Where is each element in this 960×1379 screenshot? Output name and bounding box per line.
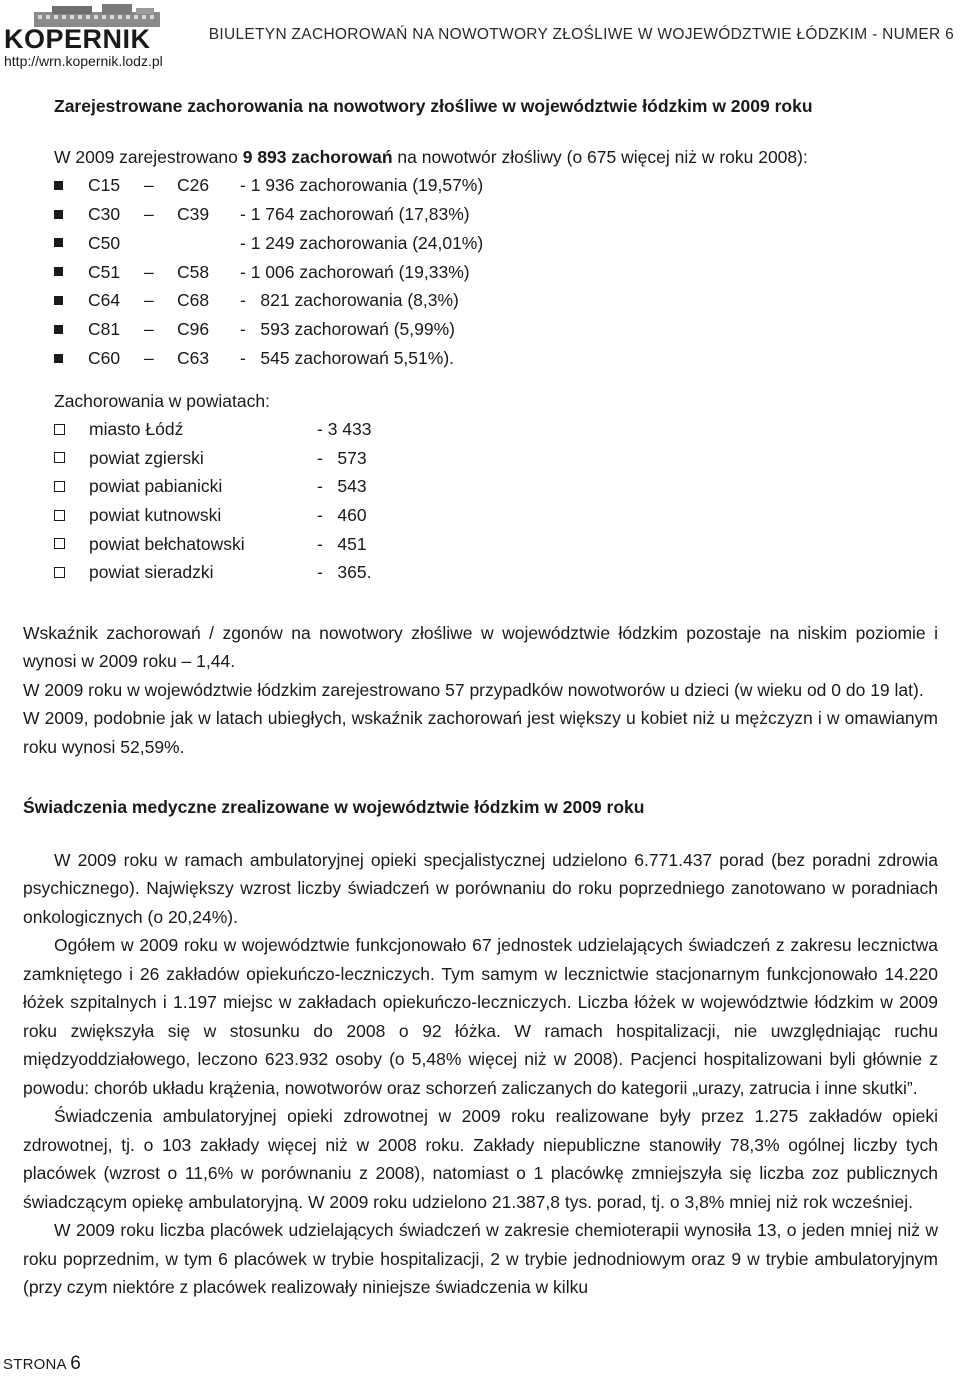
section-title-registrations: Zarejestrowane zachorowania na nowotwory złośliwe w województwie łódzkim w 2009 roku [54,96,813,116]
code-dash: – [144,175,154,196]
square-bullet-icon [54,354,63,363]
hollow-square-bullet-icon [54,567,65,578]
page-number: 6 [70,1353,82,1374]
square-bullet-icon [54,267,63,276]
district-name: powiat pabianicki [89,476,223,497]
page-footer [3,1353,81,1375]
district-value: - 451 [317,533,367,554]
logo-url[interactable]: http://wrn.kopernik.lodz.pl [4,53,163,69]
code-end: C63 [177,347,210,368]
code-value: - 1 764 zachorowań (17,83%) [240,203,470,224]
district-value: - 573 [317,447,367,468]
code-dash: – [144,347,154,368]
code-start: C60 [88,347,121,368]
district-name: powiat kutnowski [89,504,222,525]
paragraph-chemotherapy: W 2009 roku liczba placówek udzielających świadczeń w zakresie chemioterapii wynosiła 13, o jeden mniej niż w roku poprzednim, w tym 6 placówek w trybie hospitalizacji, 2 w trybie jednodniowym oraz 9 w trybie ambulatoryjnym (przy czym niektóre z placówek realizowały niniejsze świadczenia w kilku [23,1220,938,1298]
list-item [54,286,938,315]
code-end: C39 [177,203,210,224]
code-end: C96 [177,319,210,340]
list-item [54,415,938,444]
paragraph-hospitals: Ogółem w 2009 roku w województwie funkcjonowało 67 jednostek udzielających świadczeń z zakresu lecznictwa zamkniętego i 26 zakładów opiekuńczo-leczniczych. Tym samym w lecznictwie stacjonarnym funkcjonowało 14.220 łóżek szpitalnych i 1.197 miejsc w zakładach opiekuńczo-leczniczych. Liczba łóżek w województwie łódzkim w 2009 roku zwiększyła się w stosunku do 2008 o 92 łóżka. W ramach hospitalizacji, nie uwzględniając ruchu międzyoddziałowego, leczono 623.932 osoby (o 5,48% więcej niż w 2008). Pacjenci hospitalizowani byli głównie z powodu: chorób układu krążenia, nowotworów oraz schorzeń zaliczanych do kategorii „urazy, zatrucia i inne skutki”. [23,935,938,1098]
logo-wordmark: KOPERNIK [4,24,151,54]
district-name: powiat sieradzki [89,562,214,583]
districts-title: Zachorowania w powiatach: [54,390,270,411]
list-item [54,200,938,229]
intro-after: na nowotwór złośliwy (o 675 więcej niż w roku 2008): [392,146,808,167]
code-end: C58 [177,261,210,282]
hollow-square-bullet-icon [54,481,65,492]
list-item [54,558,938,587]
hollow-square-bullet-icon [54,538,65,549]
list-item [54,315,938,344]
bulletin-title: BIULETYN ZACHOROWAŃ NA NOWOTWORY ZŁOŚLIWE W WOJEWÓDZTWIE ŁÓDZKIM - NUMER 6 [208,26,954,43]
code-start: C15 [88,175,121,196]
code-dash: – [144,203,154,224]
code-value: - 1 249 zachorowania (24,01%) [240,232,484,253]
code-start: C30 [88,203,121,224]
code-dash: – [144,290,154,311]
page-content [23,92,938,1302]
district-name: powiat bełchatowski [89,533,245,554]
code-value: - 1 936 zachorowania (19,57%) [240,175,484,196]
code-value: - 1 006 zachorowań (19,33%) [240,261,470,282]
code-value: - 593 zachorowań (5,99%) [240,319,455,340]
square-bullet-icon [54,181,63,190]
district-name: miasto Łódź [89,419,184,440]
code-start: C81 [88,319,121,340]
code-start: C51 [88,261,121,282]
paragraph-ambulatory: W 2009 roku w ramach ambulatoryjnej opieki specjalistycznej udzielono 6.771.437 porad (bez poradni zdrowia psychicznego). Największy wzrost liczby świadczeń w porównaniu do roku poprzedniego zanotowano w poradniach onkologicznych (o 20,24%). [23,849,938,927]
paragraph-outpatient-units: Świadczenia ambulatoryjnej opieki zdrowotnej w 2009 roku realizowane były przez 1.275 zakładów opieki zdrowotnej, tj. o 103 zakłady więcej niż w 2008 roku. Zakłady niepubliczne stanowiły 78,3% ogólnej liczby tych placówek (wzrost o 11,6% w porównaniu z 2008), natomiast o 1 placówkę zmniejszyła się liczba zoz publicznych świadczącym opiekę ambulatoryjną. W 2009 roku udzielono 21.387,8 tys. porad, tj. o 3,8% mniej niż rok wcześniej. [23,1106,938,1212]
district-value: - 460 [317,504,367,525]
paragraph-children-cases: W 2009 roku w województwie łódzkim zarejestrowano 57 przypadków nowotworów u dzieci (w wieku od 0 do 19 lat). [23,679,924,700]
district-value: - 543 [317,476,367,497]
district-value: - 365. [317,562,372,583]
code-value: - 821 zachorowania (8,3%) [240,290,459,311]
icd-code-list [23,171,938,373]
page-header [0,0,960,72]
list-item [54,344,938,373]
code-start: C64 [88,290,121,311]
square-bullet-icon [54,325,63,334]
hollow-square-bullet-icon [54,424,65,435]
kopernik-logo [4,2,164,68]
intro-total: 9 893 zachorowań [242,146,393,167]
paragraph-gender-ratio: W 2009, podobnie jak w latach ubiegłych, wskaźnik zachorowań jest większy u kobiet niż u mężczyzn i w omawianym roku wynosi 52,59%. [23,708,938,757]
code-end: C68 [177,290,210,311]
district-name: powiat zgierski [89,447,204,468]
intro-text [54,143,938,172]
hollow-square-bullet-icon [54,510,65,521]
code-dash: – [144,319,154,340]
section-title-services: Świadczenia medyczne zrealizowane w województwie łódzkim w 2009 roku [23,797,645,818]
intro-before: W 2009 zarejestrowano [54,146,243,167]
list-item [54,257,938,286]
hollow-square-bullet-icon [54,452,65,463]
list-item [54,472,938,501]
list-item [54,529,938,558]
list-item [54,501,938,530]
page-label: STRONA [3,1356,66,1373]
district-list [23,415,938,587]
square-bullet-icon [54,296,63,305]
list-item [54,444,938,473]
district-value: - 3 433 [317,419,372,440]
list-item [54,171,938,200]
paragraph-incidence-ratio: Wskaźnik zachorowań / zgonów na nowotwory złośliwe w województwie łódzkim pozostaje na niskim poziomie i wynosi w 2009 roku – 1,44. [23,622,938,672]
code-end: C26 [177,175,210,196]
square-bullet-icon [54,210,63,219]
code-dash: – [144,261,154,282]
code-start: C50 [88,232,121,253]
code-value: - 545 zachorowań 5,51%). [240,347,455,368]
square-bullet-icon [54,238,63,247]
list-item [54,229,938,258]
